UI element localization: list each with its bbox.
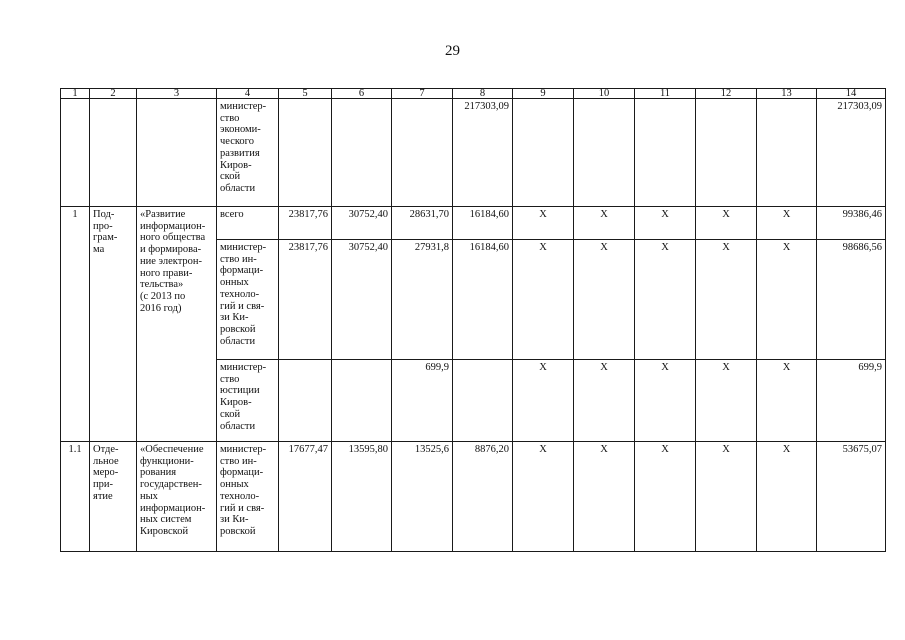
subprogram-row-executor: министер- ство юстиции Киров- ской области (216, 359, 279, 442)
subprogram-row-total: 99386,46 (816, 206, 886, 240)
subprogram-row-mark-12: X (695, 239, 757, 360)
cont-cell-9 (512, 98, 574, 207)
column-header-2: 2 (89, 88, 137, 99)
column-header-12: 12 (695, 88, 757, 99)
measure-name: «Обеспечение функциони- рования государствен- ных информацион- ных систем Кировской (136, 441, 217, 552)
measure-mark-13: X (756, 441, 817, 552)
subprogram-number: 1 (60, 206, 90, 442)
subprogram-row-executor: министер- ство ин- формаци- онных техноло- гий и свя- зи Ки- ровской области (216, 239, 279, 360)
subprogram-row-mark-11: X (634, 359, 696, 442)
subprogram-row-mark-12: X (695, 206, 757, 240)
subprogram-row-value-6 (331, 359, 392, 442)
measure-type: Отде- льное меро- при- ятие (89, 441, 137, 552)
column-header-14: 14 (816, 88, 886, 99)
cont-cell-5 (278, 98, 332, 207)
column-header-7: 7 (391, 88, 453, 99)
cont-cell-6 (331, 98, 392, 207)
cont-cell-11 (634, 98, 696, 207)
subprogram-type: Под- про- грам- ма (89, 206, 137, 442)
cont-cell-13 (756, 98, 817, 207)
cont-cell-8: 217303,09 (452, 98, 513, 207)
subprogram-row-value-8: 16184,60 (452, 206, 513, 240)
column-header-3: 3 (136, 88, 217, 99)
subprogram-row-mark-13: X (756, 239, 817, 360)
subprogram-row-total: 98686,56 (816, 239, 886, 360)
subprogram-row-mark-13: X (756, 206, 817, 240)
measure-value-8: 8876,20 (452, 441, 513, 552)
subprogram-row-mark-10: X (573, 239, 635, 360)
subprogram-row-mark-10: X (573, 359, 635, 442)
subprogram-row-value-8: 16184,60 (452, 239, 513, 360)
subprogram-row-value-7: 27931,8 (391, 239, 453, 360)
subprogram-row-mark-12: X (695, 359, 757, 442)
measure-mark-12: X (695, 441, 757, 552)
subprogram-row-mark-11: X (634, 239, 696, 360)
subprogram-row-mark-9: X (512, 239, 574, 360)
subprogram-row-mark-11: X (634, 206, 696, 240)
subprogram-row-value-5 (278, 359, 332, 442)
cont-cell-12 (695, 98, 757, 207)
measure-mark-9: X (512, 441, 574, 552)
subprogram-row-mark-9: X (512, 359, 574, 442)
subprogram-row-value-5: 23817,76 (278, 206, 332, 240)
cont-cell-total: 217303,09 (816, 98, 886, 207)
column-header-10: 10 (573, 88, 635, 99)
subprogram-row-value-5: 23817,76 (278, 239, 332, 360)
subprogram-row-mark-13: X (756, 359, 817, 442)
column-header-5: 5 (278, 88, 332, 99)
subprogram-row-total: 699,9 (816, 359, 886, 442)
subprogram-row-mark-9: X (512, 206, 574, 240)
column-header-11: 11 (634, 88, 696, 99)
column-header-6: 6 (331, 88, 392, 99)
cont-cell-10 (573, 98, 635, 207)
column-header-4: 4 (216, 88, 279, 99)
subprogram-row-mark-10: X (573, 206, 635, 240)
measure-value-7: 13525,6 (391, 441, 453, 552)
column-header-9: 9 (512, 88, 574, 99)
measure-mark-11: X (634, 441, 696, 552)
measure-mark-10: X (573, 441, 635, 552)
subprogram-row-value-7: 699,9 (391, 359, 453, 442)
subprogram-row-executor: всего (216, 206, 279, 240)
cont-cell-executor: министер- ство экономи- ческого развития Киров- ской области (216, 98, 279, 207)
cont-cell-3 (136, 98, 217, 207)
measure-executor: министер- ство ин- формаци- онных техноло- гий и свя- зи Ки- ровской (216, 441, 279, 552)
subprogram-row-value-6: 30752,40 (331, 206, 392, 240)
cont-cell-2 (89, 98, 137, 207)
cont-cell-1 (60, 98, 90, 207)
measure-total: 53675,07 (816, 441, 886, 552)
column-header-13: 13 (756, 88, 817, 99)
subprogram-row-value-7: 28631,70 (391, 206, 453, 240)
subprogram-name: «Развитие информацион- ного общества и формирова- ние электрон- ного прави- тельства» (с 2013 по 2016 год) (136, 206, 217, 442)
measure-value-5: 17677,47 (278, 441, 332, 552)
measure-number: 1.1 (60, 441, 90, 552)
column-header-8: 8 (452, 88, 513, 99)
cont-cell-7 (391, 98, 453, 207)
measure-value-6: 13595,80 (331, 441, 392, 552)
subprogram-row-value-8 (452, 359, 513, 442)
subprogram-row-value-6: 30752,40 (331, 239, 392, 360)
page-number: 29 (445, 43, 460, 59)
column-header-1: 1 (60, 88, 90, 99)
